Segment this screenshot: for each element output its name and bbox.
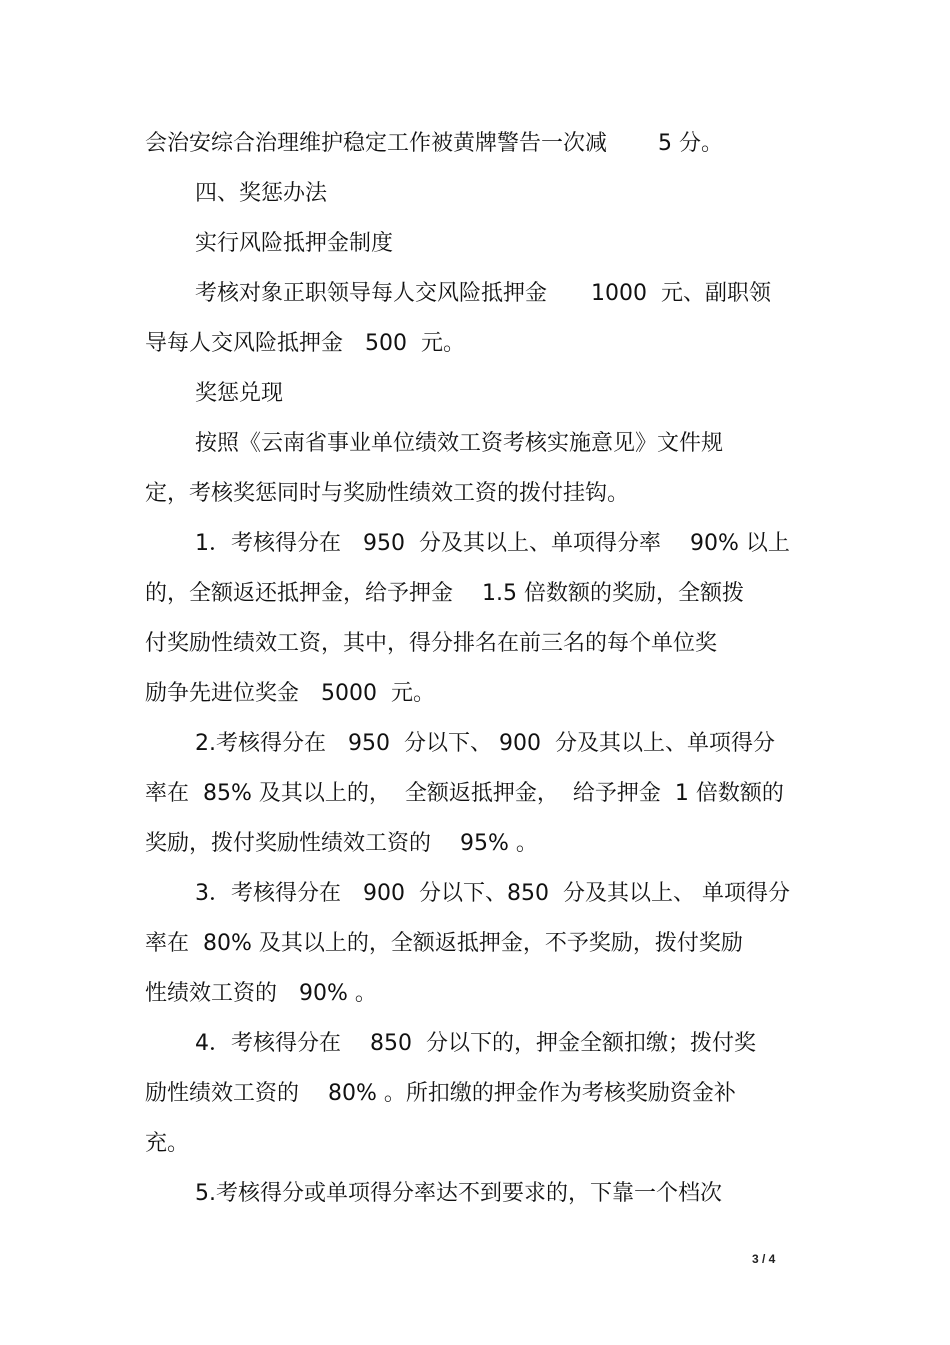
list-item-line: 1．考核得分在 950 分及其以上、单项得分率 90% 以上 [195,531,790,556]
paragraph-line: 会治安综合治理维护稳定工作被黄牌警告一次减 5 分。 [145,131,723,156]
paragraph-line: 定，考核奖惩同时与奖励性绩效工资的拨付挂钩。 [145,481,630,506]
paragraph-line: 导每人交风险抵押金 500 元。 [145,331,465,356]
subsection-heading: 实行风险抵押金制度 [195,231,394,256]
list-item-line: 5.考核得分或单项得分率达不到要求的，下靠一个档次 [195,1181,722,1206]
list-item-line: 4．考核得分在 850 分以下的，押金全额扣缴；拨付奖 [195,1031,756,1056]
page-number: 3 / 4 [752,1252,776,1266]
list-item-line: 率在 80% 及其以上的，全额返抵押金，不予奖励，拨付奖励 [145,931,743,956]
paragraph-line: 按照《云南省事业单位绩效工资考核实施意见》文件规 [195,431,724,456]
list-item-line: 的，全额返还抵押金，给予押金 1.5 倍数额的奖励，全额拨 [145,581,744,606]
list-item-line: 励性绩效工资的 80% 。所扣缴的押金作为考核奖励资金补 [145,1081,736,1106]
list-item-line: 充。 [145,1131,190,1156]
paragraph-line: 考核对象正职领导每人交风险抵押金 1000 元、副职领 [195,281,771,306]
list-item-line: 奖励，拨付奖励性绩效工资的 95% 。 [145,831,538,856]
list-item-line: 付奖励性绩效工资，其中，得分排名在前三名的每个单位奖 [145,631,718,656]
list-item-line: 率在 85% 及其以上的， 全额返抵押金， 给予押金 1 倍数额的 [145,781,784,806]
list-item-line: 2.考核得分在 950 分以下、 900 分及其以上、单项得分 [195,731,775,756]
subsection-heading: 奖惩兑现 [195,381,284,406]
list-item-line: 性绩效工资的 90% 。 [145,981,377,1006]
list-item-line: 3．考核得分在 900 分以下、850 分及其以上、 单项得分 [195,881,790,906]
list-item-line: 励争先进位奖金 5000 元。 [145,681,435,706]
section-heading: 四、奖惩办法 [195,181,328,206]
